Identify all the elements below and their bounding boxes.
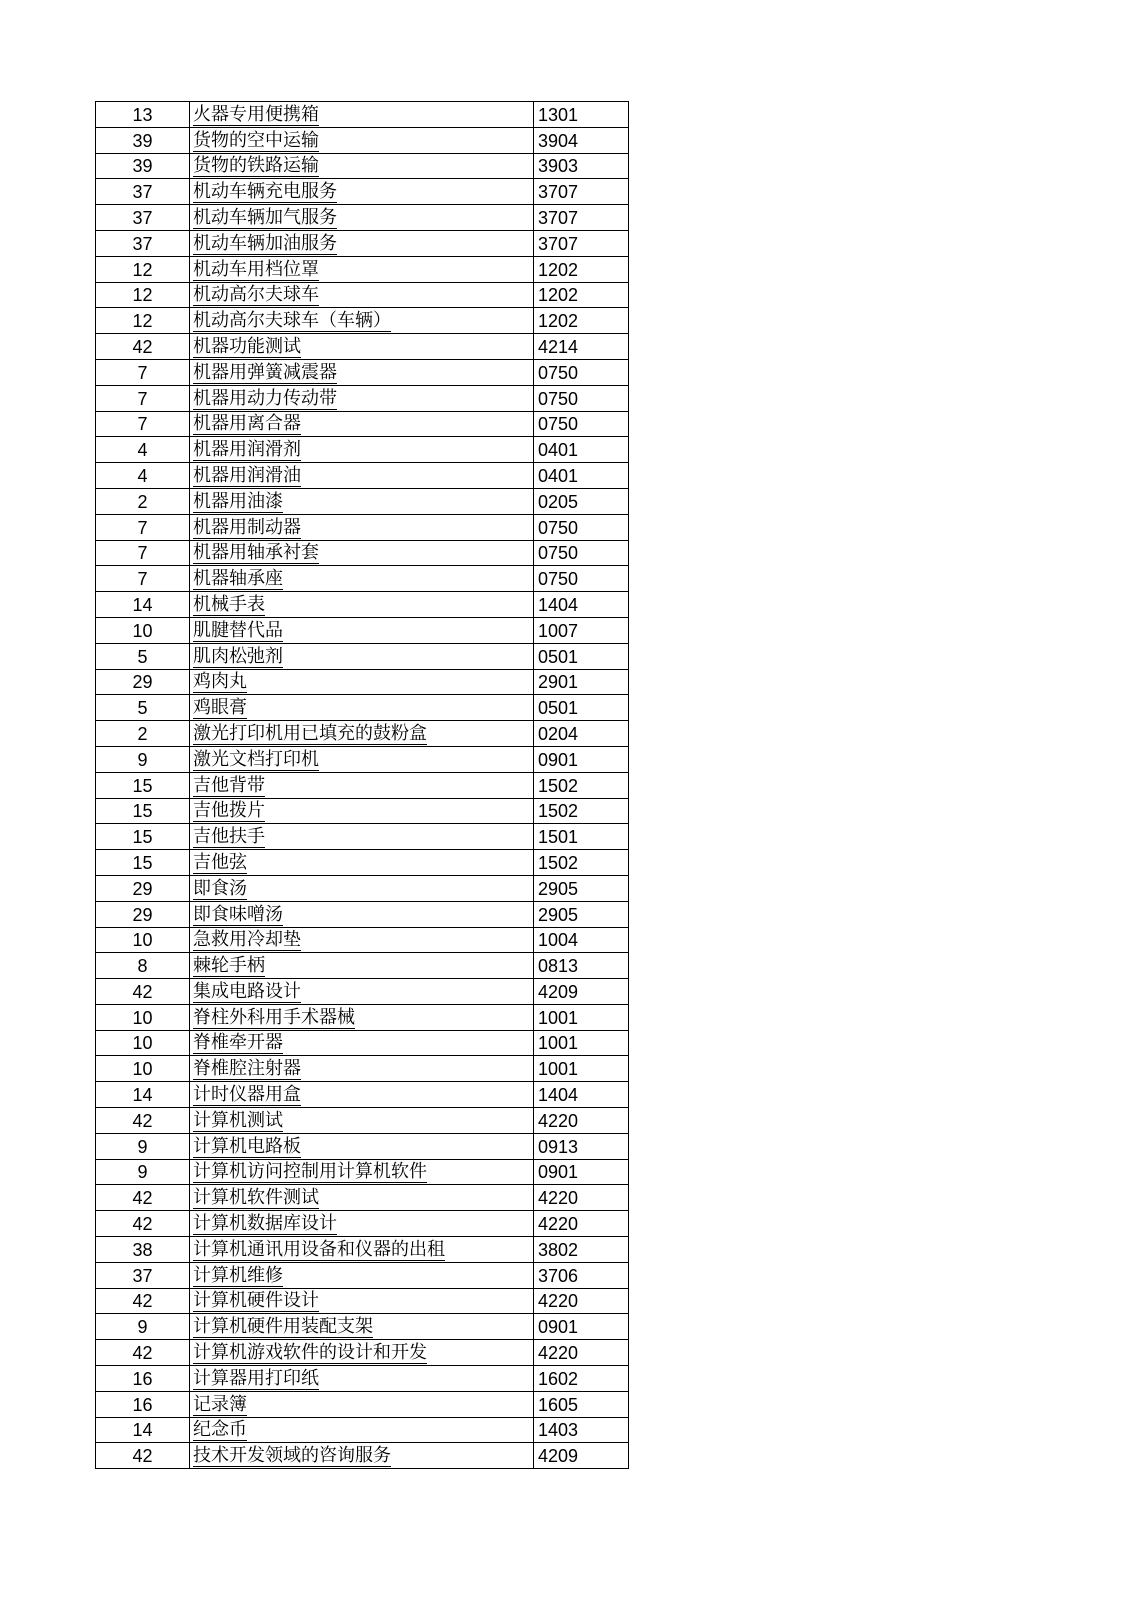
group-code-cell: 0913 (534, 1133, 629, 1159)
goods-name-text: 脊柱外科用手术器械 (193, 1006, 355, 1028)
goods-name-text: 计算机游戏软件的设计和开发 (193, 1342, 427, 1364)
goods-name-text: 机器用离合器 (193, 413, 301, 435)
class-number-cell: 37 (96, 205, 190, 231)
class-number-cell: 13 (96, 102, 190, 128)
table-row (96, 927, 629, 953)
class-number-cell: 16 (96, 1366, 190, 1392)
class-number-cell: 29 (96, 901, 190, 927)
group-code-cell: 1001 (534, 1030, 629, 1056)
goods-name-text: 计算机电路板 (193, 1135, 301, 1157)
group-code-cell: 3706 (534, 1262, 629, 1288)
table-row (96, 1237, 629, 1263)
goods-name-cell (190, 411, 534, 437)
class-number-cell: 29 (96, 669, 190, 695)
table-row (96, 179, 629, 205)
goods-name-cell (190, 875, 534, 901)
goods-name-cell (190, 514, 534, 540)
class-number-cell: 10 (96, 1004, 190, 1030)
group-code-cell: 1404 (534, 592, 629, 618)
class-number-cell: 39 (96, 127, 190, 153)
table-row (96, 953, 629, 979)
goods-name-cell (190, 179, 534, 205)
goods-name-text: 记录簿 (193, 1393, 247, 1415)
group-code-cell: 0901 (534, 1159, 629, 1185)
group-code-cell: 3802 (534, 1237, 629, 1263)
goods-name-text: 机器用动力传动带 (193, 387, 337, 409)
goods-name-cell (190, 463, 534, 489)
goods-name-cell (190, 927, 534, 953)
goods-name-cell (190, 230, 534, 256)
table-row (96, 695, 629, 721)
table-row (96, 102, 629, 128)
goods-name-cell (190, 153, 534, 179)
goods-name-cell (190, 695, 534, 721)
goods-name-cell (190, 669, 534, 695)
goods-name-text: 棘轮手柄 (193, 955, 265, 977)
group-code-cell: 0750 (534, 514, 629, 540)
table-row (96, 979, 629, 1005)
class-number-cell: 14 (96, 1082, 190, 1108)
group-code-cell: 0750 (534, 540, 629, 566)
group-code-cell: 0750 (534, 359, 629, 385)
table-row (96, 514, 629, 540)
table-row (96, 205, 629, 231)
goods-name-text: 鸡眼膏 (193, 697, 247, 719)
group-code-cell: 1502 (534, 798, 629, 824)
goods-name-cell (190, 282, 534, 308)
group-code-cell: 4209 (534, 1443, 629, 1469)
table-row (96, 230, 629, 256)
group-code-cell: 0401 (534, 437, 629, 463)
goods-name-text: 机器用弹簧减震器 (193, 361, 337, 383)
goods-name-text: 吉他拨片 (193, 800, 265, 822)
table-row (96, 901, 629, 927)
goods-name-cell (190, 746, 534, 772)
goods-name-text: 计算机硬件用装配支架 (193, 1316, 373, 1338)
table-row (96, 1340, 629, 1366)
goods-name-text: 计时仪器用盒 (193, 1084, 301, 1106)
goods-name-cell (190, 1185, 534, 1211)
group-code-cell: 1602 (534, 1366, 629, 1392)
group-code-cell: 1404 (534, 1082, 629, 1108)
group-code-cell: 1403 (534, 1417, 629, 1443)
table-row (96, 153, 629, 179)
table-row (96, 1211, 629, 1237)
group-code-cell: 4220 (534, 1211, 629, 1237)
goods-name-cell (190, 850, 534, 876)
group-code-cell: 0750 (534, 411, 629, 437)
group-code-cell: 0813 (534, 953, 629, 979)
goods-name-text: 吉他扶手 (193, 826, 265, 848)
group-code-cell: 4220 (534, 1108, 629, 1134)
table-row (96, 1443, 629, 1469)
goods-name-text: 机械手表 (193, 593, 265, 615)
table-row (96, 308, 629, 334)
goods-name-cell (190, 1082, 534, 1108)
class-number-cell: 7 (96, 359, 190, 385)
goods-name-text: 计算机硬件设计 (193, 1290, 319, 1312)
goods-name-cell (190, 308, 534, 334)
table-row (96, 592, 629, 618)
goods-name-cell (190, 1262, 534, 1288)
table-row (96, 256, 629, 282)
goods-name-cell (190, 540, 534, 566)
table-row (96, 772, 629, 798)
goods-name-cell (190, 1211, 534, 1237)
goods-name-cell (190, 385, 534, 411)
class-number-cell: 42 (96, 1108, 190, 1134)
goods-name-text: 即食味噌汤 (193, 903, 283, 925)
class-number-cell: 2 (96, 721, 190, 747)
table-row (96, 1417, 629, 1443)
class-number-cell: 7 (96, 411, 190, 437)
goods-name-cell (190, 127, 534, 153)
group-code-cell: 3707 (534, 179, 629, 205)
goods-name-cell (190, 798, 534, 824)
group-code-cell: 0901 (534, 746, 629, 772)
class-number-cell: 15 (96, 824, 190, 850)
goods-name-text: 机动高尔夫球车（车辆） (193, 310, 391, 332)
class-number-cell: 42 (96, 1340, 190, 1366)
group-code-cell: 4220 (534, 1340, 629, 1366)
goods-name-text: 机器功能测试 (193, 335, 301, 357)
table-row (96, 1366, 629, 1392)
group-code-cell: 2901 (534, 669, 629, 695)
goods-name-text: 脊椎腔注射器 (193, 1058, 301, 1080)
group-code-cell: 1004 (534, 927, 629, 953)
class-number-cell: 4 (96, 463, 190, 489)
goods-name-cell (190, 359, 534, 385)
goods-name-cell (190, 334, 534, 360)
class-number-cell: 10 (96, 1030, 190, 1056)
group-code-cell: 0205 (534, 488, 629, 514)
class-number-cell: 10 (96, 927, 190, 953)
class-number-cell: 29 (96, 875, 190, 901)
group-code-cell: 1007 (534, 617, 629, 643)
goods-name-cell (190, 1004, 534, 1030)
class-number-cell: 42 (96, 334, 190, 360)
table-row (96, 798, 629, 824)
group-code-cell: 1605 (534, 1391, 629, 1417)
class-number-cell: 14 (96, 1417, 190, 1443)
table-row (96, 540, 629, 566)
group-code-cell: 3707 (534, 230, 629, 256)
goods-name-text: 计算机测试 (193, 1109, 283, 1131)
table-row (96, 1004, 629, 1030)
goods-name-text: 激光打印机用已填充的鼓粉盒 (193, 722, 427, 744)
goods-name-cell (190, 979, 534, 1005)
goods-name-text: 即食汤 (193, 877, 247, 899)
goods-name-cell (190, 721, 534, 747)
goods-name-text: 技术开发领域的咨询服务 (193, 1445, 391, 1467)
group-code-cell: 1301 (534, 102, 629, 128)
group-code-cell: 1001 (534, 1004, 629, 1030)
table-row (96, 359, 629, 385)
class-number-cell: 5 (96, 695, 190, 721)
goods-name-text: 计算机软件测试 (193, 1187, 319, 1209)
goods-name-text: 计算器用打印纸 (193, 1367, 319, 1389)
class-number-cell: 7 (96, 385, 190, 411)
table-row (96, 488, 629, 514)
group-code-cell: 0750 (534, 566, 629, 592)
goods-name-text: 机器用油漆 (193, 490, 283, 512)
class-number-cell: 37 (96, 179, 190, 205)
table-row (96, 1288, 629, 1314)
class-number-cell: 42 (96, 979, 190, 1005)
goods-name-cell (190, 1030, 534, 1056)
class-number-cell: 15 (96, 772, 190, 798)
table-row (96, 875, 629, 901)
class-number-cell: 16 (96, 1391, 190, 1417)
class-number-cell: 15 (96, 798, 190, 824)
group-code-cell: 3707 (534, 205, 629, 231)
table-row (96, 1185, 629, 1211)
table-row (96, 1262, 629, 1288)
goods-name-text: 鸡肉丸 (193, 671, 247, 693)
goods-name-text: 计算机维修 (193, 1264, 283, 1286)
table-row (96, 1391, 629, 1417)
group-code-cell: 1001 (534, 1056, 629, 1082)
table-row (96, 334, 629, 360)
class-number-cell: 38 (96, 1237, 190, 1263)
class-number-cell: 42 (96, 1185, 190, 1211)
goods-name-text: 计算机访问控制用计算机软件 (193, 1161, 427, 1183)
group-code-cell: 3904 (534, 127, 629, 153)
table-row (96, 643, 629, 669)
group-code-cell: 0204 (534, 721, 629, 747)
table-row (96, 746, 629, 772)
class-number-cell: 7 (96, 566, 190, 592)
group-code-cell: 1502 (534, 772, 629, 798)
goods-name-cell (190, 772, 534, 798)
table-body (96, 102, 629, 1469)
goods-name-text: 吉他弦 (193, 851, 247, 873)
group-code-cell: 0901 (534, 1314, 629, 1340)
goods-name-cell (190, 566, 534, 592)
class-number-cell: 10 (96, 617, 190, 643)
table-row (96, 824, 629, 850)
table-row (96, 721, 629, 747)
table-row (96, 1030, 629, 1056)
goods-name-text: 机器用润滑油 (193, 464, 301, 486)
goods-name-cell (190, 488, 534, 514)
class-number-cell: 37 (96, 230, 190, 256)
goods-name-text: 肌肉松弛剂 (193, 645, 283, 667)
class-number-cell: 10 (96, 1056, 190, 1082)
class-number-cell: 42 (96, 1211, 190, 1237)
group-code-cell: 1202 (534, 256, 629, 282)
group-code-cell: 4220 (534, 1288, 629, 1314)
group-code-cell: 3903 (534, 153, 629, 179)
group-code-cell: 2905 (534, 901, 629, 927)
goods-name-cell (190, 953, 534, 979)
class-number-cell: 12 (96, 308, 190, 334)
class-number-cell: 4 (96, 437, 190, 463)
group-code-cell: 0750 (534, 385, 629, 411)
table-row (96, 669, 629, 695)
goods-name-text: 计算机数据库设计 (193, 1213, 337, 1235)
goods-name-text: 机动车辆加油服务 (193, 232, 337, 254)
goods-name-cell (190, 643, 534, 669)
goods-name-text: 机动高尔夫球车 (193, 284, 319, 306)
goods-name-cell (190, 1237, 534, 1263)
table-row (96, 127, 629, 153)
group-code-cell: 4209 (534, 979, 629, 1005)
goods-name-cell (190, 592, 534, 618)
goods-name-text: 火器专用便携箱 (193, 103, 319, 125)
goods-name-text: 机器用制动器 (193, 516, 301, 538)
class-number-cell: 39 (96, 153, 190, 179)
table-row (96, 1108, 629, 1134)
group-code-cell: 0501 (534, 695, 629, 721)
group-code-cell: 1501 (534, 824, 629, 850)
goods-name-cell (190, 102, 534, 128)
goods-name-text: 集成电路设计 (193, 980, 301, 1002)
class-number-cell: 42 (96, 1443, 190, 1469)
goods-name-text: 激光文档打印机 (193, 748, 319, 770)
goods-name-text: 计算机通讯用设备和仪器的出租 (193, 1238, 445, 1260)
class-number-cell: 5 (96, 643, 190, 669)
class-number-cell: 7 (96, 514, 190, 540)
goods-name-cell (190, 1443, 534, 1469)
goods-name-cell (190, 1288, 534, 1314)
goods-name-cell (190, 901, 534, 927)
group-code-cell: 1202 (534, 282, 629, 308)
goods-name-cell (190, 824, 534, 850)
goods-name-text: 机器用润滑剂 (193, 439, 301, 461)
goods-name-cell (190, 256, 534, 282)
goods-table (95, 101, 629, 1469)
group-code-cell: 1502 (534, 850, 629, 876)
goods-name-text: 货物的铁路运输 (193, 155, 319, 177)
goods-name-cell (190, 1391, 534, 1417)
class-number-cell: 8 (96, 953, 190, 979)
goods-name-text: 机器用轴承衬套 (193, 542, 319, 564)
goods-name-text: 纪念币 (193, 1419, 247, 1441)
goods-name-text: 肌腱替代品 (193, 619, 283, 641)
table-row (96, 411, 629, 437)
class-number-cell: 9 (96, 746, 190, 772)
goods-name-cell (190, 437, 534, 463)
goods-name-cell (190, 1133, 534, 1159)
group-code-cell: 4220 (534, 1185, 629, 1211)
class-number-cell: 9 (96, 1159, 190, 1185)
group-code-cell: 1202 (534, 308, 629, 334)
table-row (96, 1133, 629, 1159)
goods-name-cell (190, 1314, 534, 1340)
class-number-cell: 2 (96, 488, 190, 514)
goods-name-text: 机动车用档位罩 (193, 258, 319, 280)
table-row (96, 1159, 629, 1185)
table-row (96, 617, 629, 643)
group-code-cell: 4214 (534, 334, 629, 360)
table-row (96, 1082, 629, 1108)
goods-name-cell (190, 617, 534, 643)
goods-name-cell (190, 1340, 534, 1366)
goods-name-cell (190, 1417, 534, 1443)
class-number-cell: 9 (96, 1133, 190, 1159)
goods-name-text: 货物的空中运输 (193, 129, 319, 151)
goods-name-text: 脊椎牵开器 (193, 1032, 283, 1054)
group-code-cell: 0401 (534, 463, 629, 489)
goods-name-cell (190, 1366, 534, 1392)
table-row (96, 1314, 629, 1340)
class-number-cell: 12 (96, 282, 190, 308)
goods-name-cell (190, 1159, 534, 1185)
class-number-cell: 9 (96, 1314, 190, 1340)
goods-name-text: 吉他背带 (193, 774, 265, 796)
table-row (96, 463, 629, 489)
group-code-cell: 0501 (534, 643, 629, 669)
group-code-cell: 2905 (534, 875, 629, 901)
table-row (96, 385, 629, 411)
goods-name-text: 机器轴承座 (193, 568, 283, 590)
class-number-cell: 7 (96, 540, 190, 566)
class-number-cell: 14 (96, 592, 190, 618)
goods-name-cell (190, 205, 534, 231)
table-row (96, 437, 629, 463)
table-row (96, 566, 629, 592)
class-number-cell: 42 (96, 1288, 190, 1314)
class-number-cell: 37 (96, 1262, 190, 1288)
table-row (96, 850, 629, 876)
goods-name-text: 急救用冷却垫 (193, 929, 301, 951)
goods-name-text: 机动车辆充电服务 (193, 181, 337, 203)
goods-name-cell (190, 1056, 534, 1082)
table-row (96, 282, 629, 308)
class-number-cell: 15 (96, 850, 190, 876)
table-row (96, 1056, 629, 1082)
goods-name-cell (190, 1108, 534, 1134)
goods-name-text: 机动车辆加气服务 (193, 206, 337, 228)
class-number-cell: 12 (96, 256, 190, 282)
